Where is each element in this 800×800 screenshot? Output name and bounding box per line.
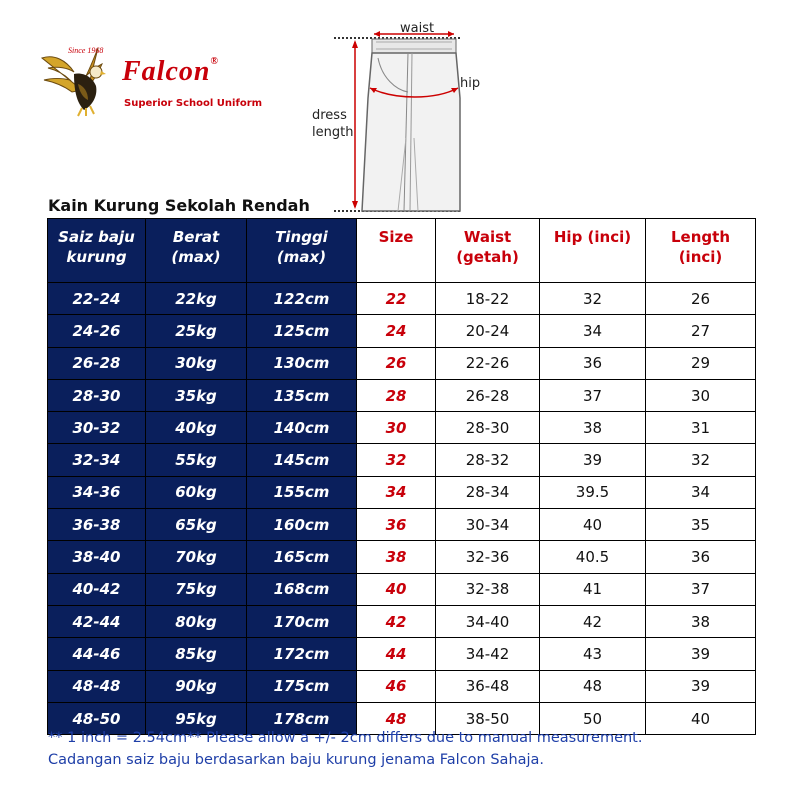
cell-size: 30 bbox=[357, 412, 436, 444]
cell-tinggi: 165cm bbox=[247, 541, 357, 573]
cell-waist: 18-22 bbox=[436, 283, 540, 315]
header-length-line1: Length bbox=[671, 228, 730, 246]
cell-hip: 36 bbox=[540, 347, 646, 379]
cell-waist: 34-40 bbox=[436, 605, 540, 637]
cell-tinggi: 175cm bbox=[247, 670, 357, 702]
header-tinggi-line2: (max) bbox=[276, 248, 327, 266]
cell-hip: 40.5 bbox=[540, 541, 646, 573]
header-saiz-line1: Saiz baju bbox=[58, 228, 135, 246]
size-chart-table bbox=[47, 218, 756, 735]
table-row bbox=[48, 670, 756, 702]
cell-length: 27 bbox=[646, 315, 756, 347]
table-row bbox=[48, 638, 756, 670]
cell-waist: 20-24 bbox=[436, 315, 540, 347]
waist-label: waist bbox=[400, 21, 435, 36]
cell-waist: 22-26 bbox=[436, 347, 540, 379]
table-row bbox=[48, 476, 756, 508]
logo-brand-text bbox=[122, 56, 219, 88]
header-waist bbox=[436, 219, 540, 283]
cell-berat: 70kg bbox=[146, 541, 247, 573]
cell-size: 26 bbox=[357, 347, 436, 379]
cell-hip: 41 bbox=[540, 573, 646, 605]
cell-saiz: 28-30 bbox=[48, 379, 146, 411]
cell-hip: 39 bbox=[540, 444, 646, 476]
cell-tinggi: 135cm bbox=[247, 379, 357, 411]
cell-tinggi: 140cm bbox=[247, 412, 357, 444]
header-length bbox=[646, 219, 756, 283]
cell-length: 34 bbox=[646, 476, 756, 508]
cell-size: 22 bbox=[357, 283, 436, 315]
cell-length: 35 bbox=[646, 509, 756, 541]
cell-tinggi: 155cm bbox=[247, 476, 357, 508]
cell-saiz: 30-32 bbox=[48, 412, 146, 444]
falcon-logo bbox=[38, 44, 263, 118]
cell-hip: 43 bbox=[540, 638, 646, 670]
header-berat-line2: (max) bbox=[171, 248, 221, 266]
length-label: length bbox=[312, 125, 354, 140]
cell-saiz: 44-46 bbox=[48, 638, 146, 670]
cell-hip: 40 bbox=[540, 509, 646, 541]
cell-size: 38 bbox=[357, 541, 436, 573]
cell-waist: 30-34 bbox=[436, 509, 540, 541]
cell-saiz: 22-24 bbox=[48, 283, 146, 315]
cell-waist: 28-32 bbox=[436, 444, 540, 476]
table-row bbox=[48, 283, 756, 315]
measurement-diagram bbox=[300, 18, 500, 218]
cell-saiz: 40-42 bbox=[48, 573, 146, 605]
logo-brand-name: Falcon bbox=[122, 56, 211, 87]
cell-hip: 42 bbox=[540, 605, 646, 637]
cell-hip: 50 bbox=[540, 702, 646, 734]
cell-size: 24 bbox=[357, 315, 436, 347]
cell-saiz: 32-34 bbox=[48, 444, 146, 476]
cell-berat: 22kg bbox=[146, 283, 247, 315]
size-chart-body bbox=[48, 219, 756, 735]
cell-tinggi: 145cm bbox=[247, 444, 357, 476]
cell-length: 40 bbox=[646, 702, 756, 734]
cell-length: 38 bbox=[646, 605, 756, 637]
cell-berat: 65kg bbox=[146, 509, 247, 541]
cell-tinggi: 170cm bbox=[247, 605, 357, 637]
cell-saiz: 24-26 bbox=[48, 315, 146, 347]
table-row bbox=[48, 509, 756, 541]
cell-size: 46 bbox=[357, 670, 436, 702]
cell-saiz: 34-36 bbox=[48, 476, 146, 508]
header-length-line2: (inci) bbox=[678, 248, 723, 266]
header-tinggi bbox=[247, 219, 357, 283]
table-header-row bbox=[48, 219, 756, 283]
cell-saiz: 42-44 bbox=[48, 605, 146, 637]
header-waist-line2: (getah) bbox=[456, 248, 519, 266]
cell-waist: 32-38 bbox=[436, 573, 540, 605]
cell-hip: 32 bbox=[540, 283, 646, 315]
cell-hip: 38 bbox=[540, 412, 646, 444]
cell-length: 37 bbox=[646, 573, 756, 605]
cell-size: 44 bbox=[357, 638, 436, 670]
table-row bbox=[48, 412, 756, 444]
header-tinggi-line1: Tinggi bbox=[275, 228, 328, 246]
header-berat-line1: Berat bbox=[172, 228, 220, 246]
cell-length: 39 bbox=[646, 638, 756, 670]
logo-registered-mark: ® bbox=[210, 56, 219, 67]
cell-hip: 37 bbox=[540, 379, 646, 411]
cell-saiz: 48-50 bbox=[48, 702, 146, 734]
cell-length: 36 bbox=[646, 541, 756, 573]
note-conversion: ** 1 inch = 2.54cm** Please allow a +/- 2cm differs due to manual measurement. bbox=[48, 730, 643, 746]
cell-tinggi: 178cm bbox=[247, 702, 357, 734]
cell-waist: 34-42 bbox=[436, 638, 540, 670]
cell-length: 31 bbox=[646, 412, 756, 444]
header-saiz bbox=[48, 219, 146, 283]
cell-tinggi: 130cm bbox=[247, 347, 357, 379]
cell-berat: 90kg bbox=[146, 670, 247, 702]
header-berat bbox=[146, 219, 247, 283]
cell-saiz: 26-28 bbox=[48, 347, 146, 379]
cell-length: 32 bbox=[646, 444, 756, 476]
cell-berat: 95kg bbox=[146, 702, 247, 734]
header-size bbox=[357, 219, 436, 283]
cell-waist: 28-30 bbox=[436, 412, 540, 444]
hip-label: hip bbox=[460, 76, 481, 91]
dress-label: dress bbox=[312, 108, 347, 123]
cell-size: 42 bbox=[357, 605, 436, 637]
table-row bbox=[48, 444, 756, 476]
table-row bbox=[48, 605, 756, 637]
cell-berat: 55kg bbox=[146, 444, 247, 476]
header-hip bbox=[540, 219, 646, 283]
cell-tinggi: 160cm bbox=[247, 509, 357, 541]
cell-berat: 25kg bbox=[146, 315, 247, 347]
logo-tagline: Superior School Uniform bbox=[124, 98, 263, 109]
header-hip-line1: Hip (inci) bbox=[553, 228, 632, 246]
cell-waist: 32-36 bbox=[436, 541, 540, 573]
cell-size: 40 bbox=[357, 573, 436, 605]
cell-berat: 85kg bbox=[146, 638, 247, 670]
cell-tinggi: 172cm bbox=[247, 638, 357, 670]
table-title: Kain Kurung Sekolah Rendah bbox=[48, 196, 310, 215]
cell-length: 29 bbox=[646, 347, 756, 379]
cell-hip: 48 bbox=[540, 670, 646, 702]
cell-saiz: 36-38 bbox=[48, 509, 146, 541]
header-saiz-line2: kurung bbox=[66, 248, 127, 266]
header-size-line1: Size bbox=[378, 228, 414, 246]
cell-waist: 38-50 bbox=[436, 702, 540, 734]
table-row bbox=[48, 573, 756, 605]
cell-hip: 34 bbox=[540, 315, 646, 347]
cell-tinggi: 122cm bbox=[247, 283, 357, 315]
cell-size: 34 bbox=[357, 476, 436, 508]
table-row bbox=[48, 541, 756, 573]
cell-size: 28 bbox=[357, 379, 436, 411]
cell-waist: 36-48 bbox=[436, 670, 540, 702]
cell-size: 32 bbox=[357, 444, 436, 476]
cell-berat: 35kg bbox=[146, 379, 247, 411]
table-row bbox=[48, 379, 756, 411]
cell-tinggi: 168cm bbox=[247, 573, 357, 605]
cell-berat: 80kg bbox=[146, 605, 247, 637]
cell-berat: 40kg bbox=[146, 412, 247, 444]
cell-saiz: 48-48 bbox=[48, 670, 146, 702]
cell-hip: 39.5 bbox=[540, 476, 646, 508]
header-waist-line1: Waist bbox=[463, 228, 512, 246]
cell-saiz: 38-40 bbox=[48, 541, 146, 573]
table-row bbox=[48, 347, 756, 379]
cell-waist: 26-28 bbox=[436, 379, 540, 411]
cell-size: 48 bbox=[357, 702, 436, 734]
cell-berat: 75kg bbox=[146, 573, 247, 605]
cell-length: 30 bbox=[646, 379, 756, 411]
note-recommendation: Cadangan saiz baju berdasarkan baju kurung jenama Falcon Sahaja. bbox=[48, 752, 545, 768]
cell-size: 36 bbox=[357, 509, 436, 541]
cell-length: 39 bbox=[646, 670, 756, 702]
table-row bbox=[48, 315, 756, 347]
cell-tinggi: 125cm bbox=[247, 315, 357, 347]
cell-berat: 60kg bbox=[146, 476, 247, 508]
cell-berat: 30kg bbox=[146, 347, 247, 379]
cell-length: 26 bbox=[646, 283, 756, 315]
logo-since-text: Since 1968 bbox=[68, 46, 104, 55]
cell-waist: 28-34 bbox=[436, 476, 540, 508]
